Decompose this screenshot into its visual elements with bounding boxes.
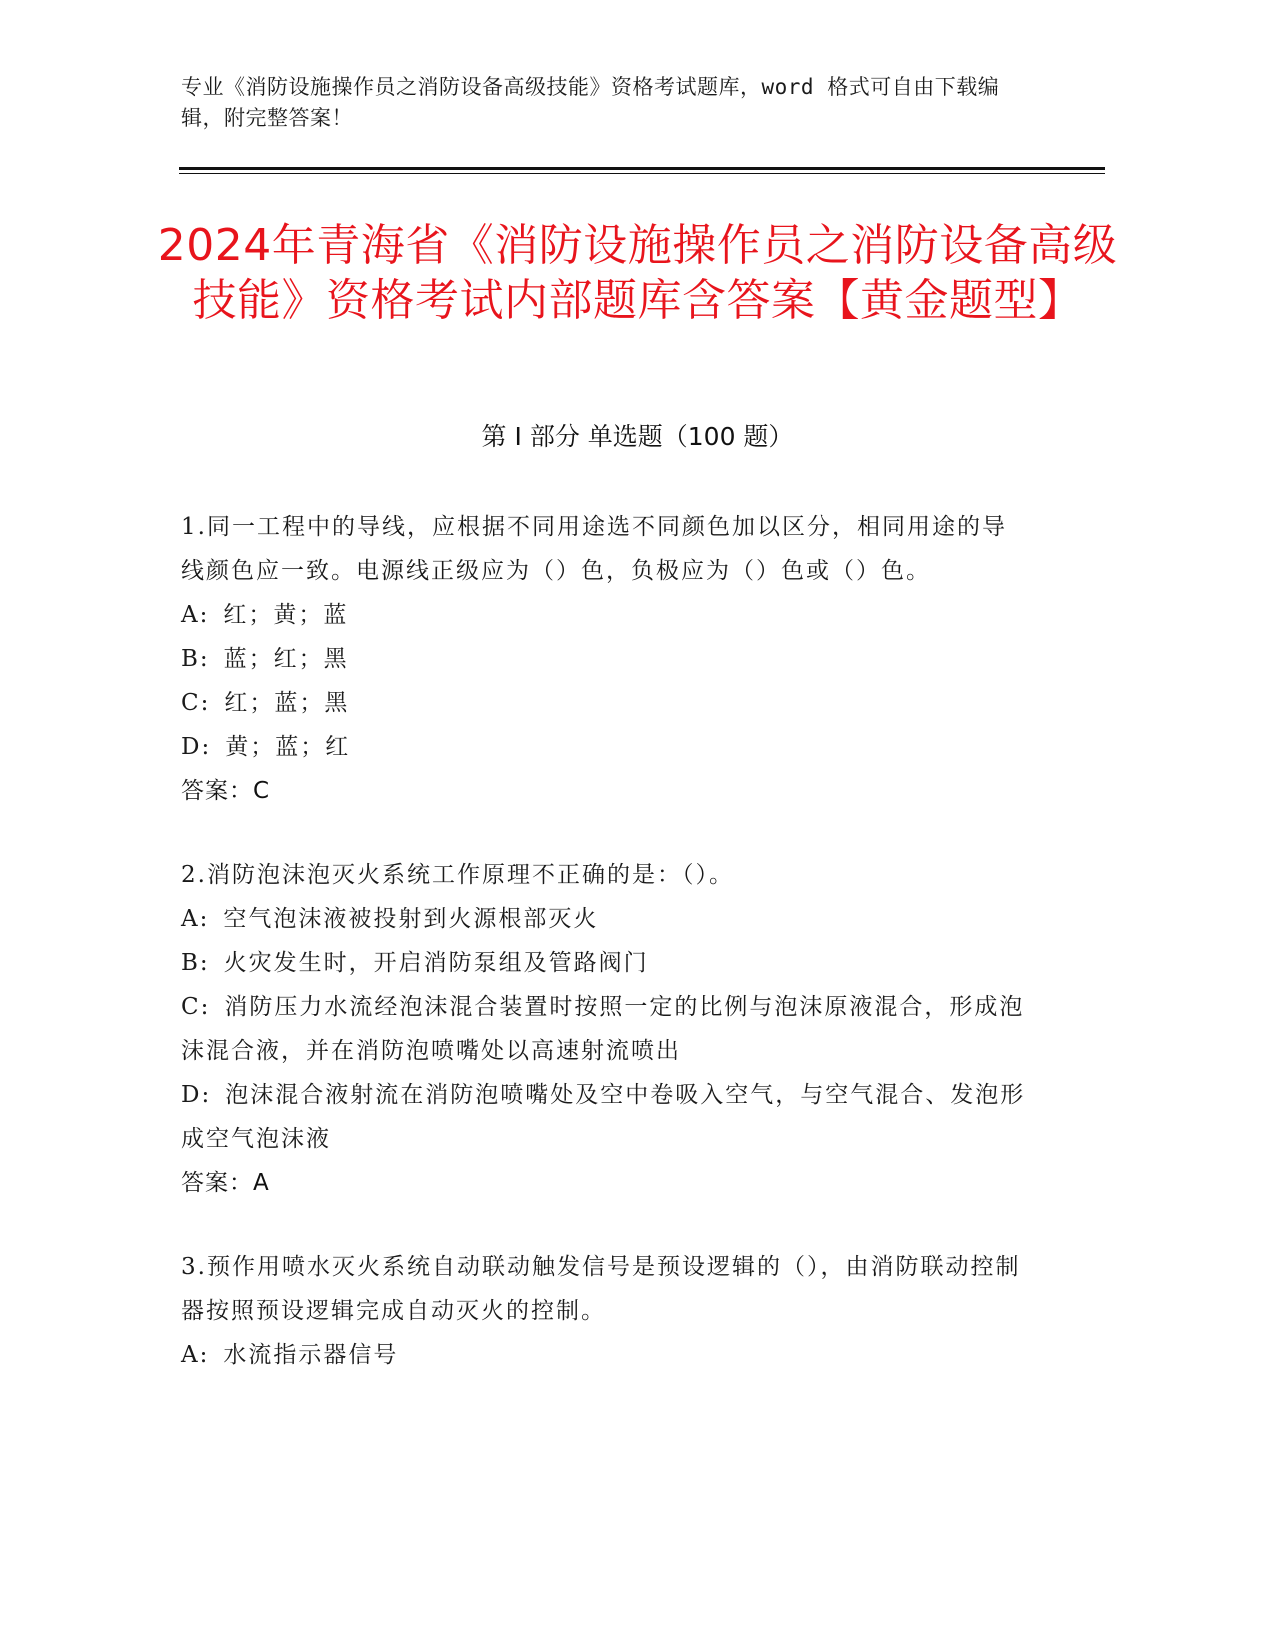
option-letter: D:: [181, 734, 212, 760]
option-d: [181, 725, 1031, 769]
option-a: [181, 897, 1031, 941]
option-text: 水流指示器信号: [223, 1342, 399, 1368]
option-letter: A:: [181, 1342, 210, 1368]
option-letter: B:: [181, 950, 210, 976]
option-letter: C:: [181, 994, 211, 1020]
option-c: [181, 681, 1031, 725]
option-text: 火灾发生时，开启消防泵组及管路阀门: [223, 950, 649, 976]
option-letter: C:: [181, 690, 211, 716]
header-divider-thin: [179, 173, 1105, 174]
question-stem: 3.预作用喷水灭火系统自动联动触发信号是预设逻辑的（），由消防联动控制器按照预设逻辑完成自动灭火的控制。: [181, 1254, 1021, 1324]
option-letter: B:: [181, 646, 210, 672]
question-3: [181, 1245, 1031, 1377]
option-d: [181, 1073, 1031, 1161]
option-a: [181, 1333, 1031, 1377]
section-title: 第 I 部分 单选题（100 题）: [481, 422, 794, 451]
header-divider-thick: [179, 167, 1105, 170]
option-letter: A:: [181, 602, 210, 628]
option-letter: A:: [181, 906, 210, 932]
option-text: 蓝；红；黑: [223, 646, 349, 672]
header-note: 专业《消防设施操作员之消防设备高级技能》资格考试题库，word 格式可自由下载编辑，附完整答案！: [181, 75, 1000, 130]
option-text: 红；蓝；黑: [224, 690, 350, 716]
answer-line: 答案：A: [181, 1170, 270, 1196]
question-1: [181, 505, 1031, 813]
option-b: [181, 637, 1031, 681]
option-text: 空气泡沫液被投射到火源根部灭火: [223, 906, 599, 932]
document-title: 2024年青海省《消防设施操作员之消防设备高级技能》资格考试内部题库含答案【黄金题型】: [157, 220, 1118, 326]
question-2: [181, 853, 1031, 1205]
option-text: 泡沫混合液射流在消防泡喷嘴处及空中卷吸入空气，与空气混合、发泡形成空气泡沫液: [181, 1082, 1026, 1152]
option-text: 消防压力水流经泡沫混合装置时按照一定的比例与泡沫原液混合，形成泡沫混合液，并在消防泡喷嘴处以高速射流喷出: [181, 994, 1025, 1064]
option-a: [181, 593, 1031, 637]
option-text: 红；黄；蓝: [223, 602, 349, 628]
answer-line: 答案：C: [181, 778, 271, 804]
option-letter: D:: [181, 1082, 212, 1108]
option-b: [181, 941, 1031, 985]
question-list: [181, 505, 1031, 1417]
question-stem: 2.消防泡沫泡灭火系统工作原理不正确的是：（）。: [181, 862, 734, 888]
option-text: 黄；蓝；红: [225, 734, 351, 760]
option-c: [181, 985, 1031, 1073]
question-stem: 1.同一工程中的导线，应根据不同用途选不同颜色加以区分，相同用途的导线颜色应一致。电源线正级应为（）色，负极应为（）色或（）色。: [181, 514, 1007, 584]
